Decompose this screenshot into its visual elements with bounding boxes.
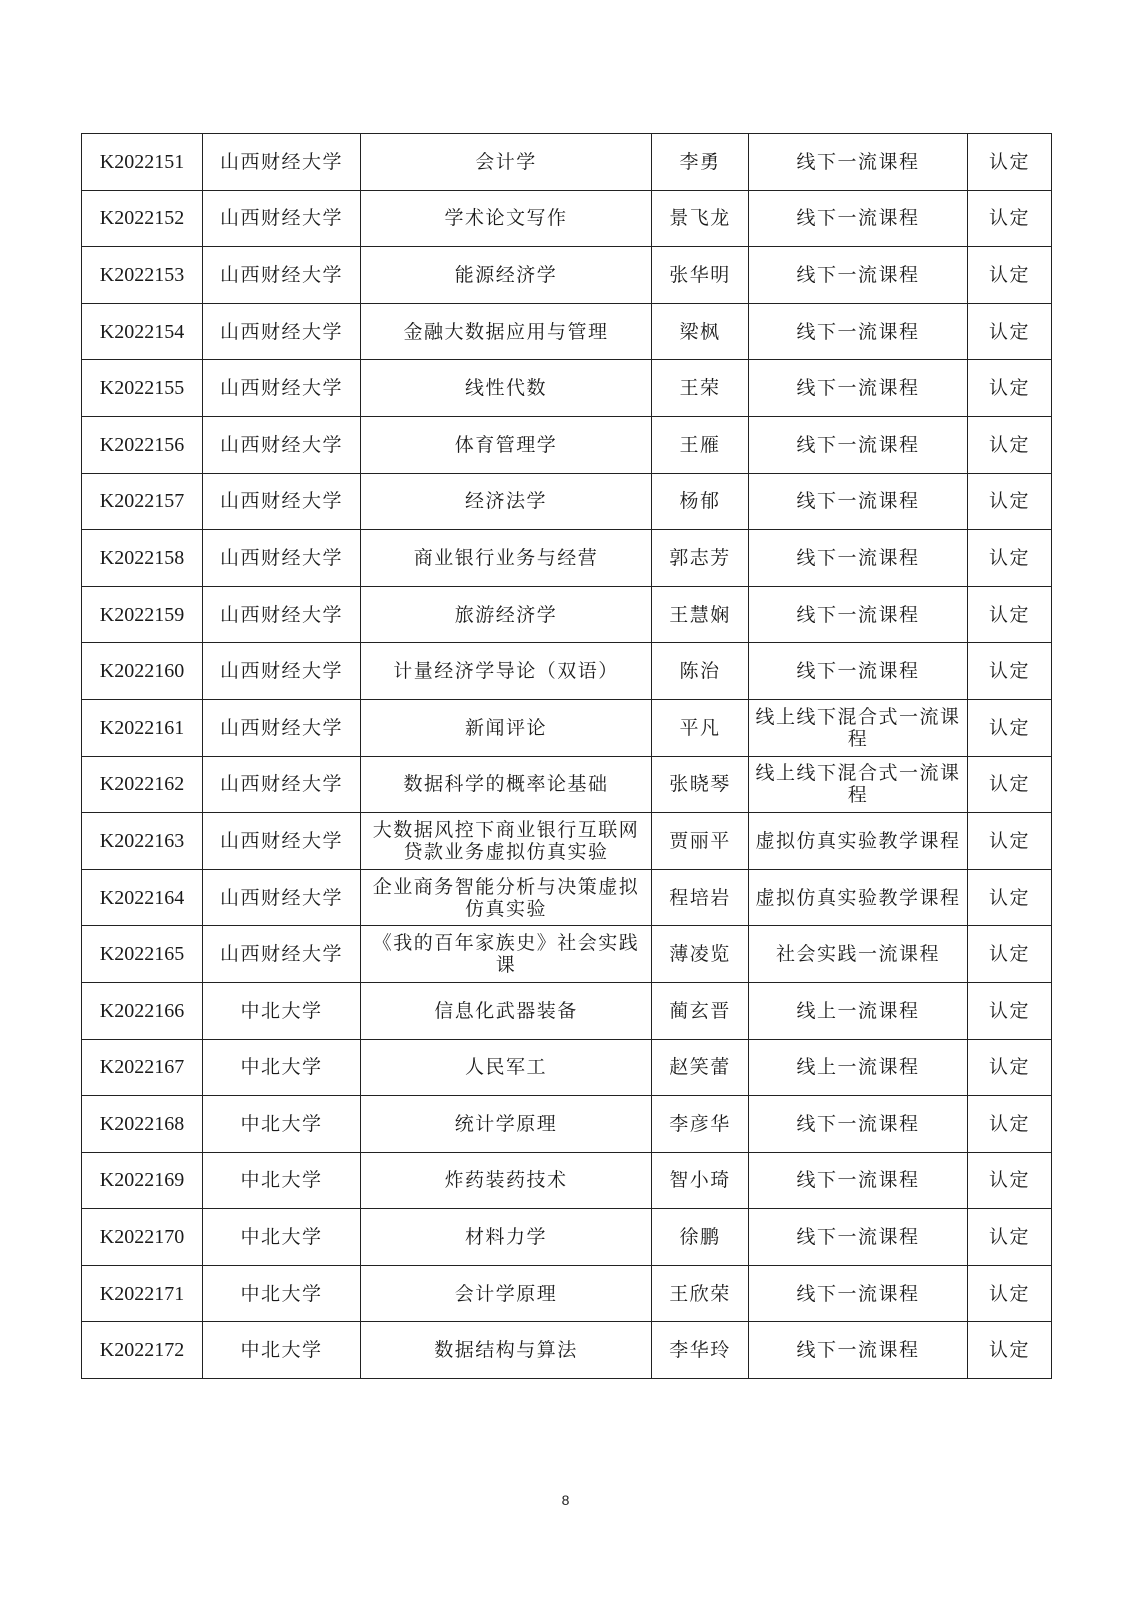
course-table [81, 133, 1052, 1379]
school-cell: 山西财经大学 [203, 813, 361, 870]
course-leader-cell: 薄凌览 [652, 926, 749, 983]
course-table-body [82, 134, 1052, 1379]
table-row [82, 1322, 1052, 1379]
course-code-cell: K2022154 [82, 303, 203, 360]
course-code-cell: K2022165 [82, 926, 203, 983]
school-cell: 山西财经大学 [203, 530, 361, 587]
table-row [82, 473, 1052, 530]
table-row [82, 643, 1052, 700]
course-leader-cell: 赵笑蕾 [652, 1039, 749, 1096]
course-code-cell: K2022159 [82, 586, 203, 643]
course-name-cell: 会计学 [361, 134, 652, 191]
course-code-cell: K2022156 [82, 416, 203, 473]
page-number: 8 [561, 1492, 570, 1508]
course-category-cell: 线上一流课程 [749, 1039, 968, 1096]
course-code-cell: K2022169 [82, 1152, 203, 1209]
school-cell: 山西财经大学 [203, 247, 361, 304]
result-cell: 认定 [968, 473, 1052, 530]
table-row [82, 869, 1052, 926]
course-leader-cell: 陈治 [652, 643, 749, 700]
course-code-cell: K2022162 [82, 756, 203, 813]
result-cell: 认定 [968, 360, 1052, 417]
course-category-cell: 线上线下混合式一流课程 [749, 699, 968, 756]
table-row [82, 360, 1052, 417]
school-cell: 中北大学 [203, 1039, 361, 1096]
course-name-cell: 数据结构与算法 [361, 1322, 652, 1379]
result-cell: 认定 [968, 416, 1052, 473]
course-name-cell: 金融大数据应用与管理 [361, 303, 652, 360]
course-code-cell: K2022170 [82, 1209, 203, 1266]
course-category-cell: 线下一流课程 [749, 190, 968, 247]
school-cell: 中北大学 [203, 1265, 361, 1322]
course-name-cell: 商业银行业务与经营 [361, 530, 652, 587]
course-category-cell: 社会实践一流课程 [749, 926, 968, 983]
result-cell: 认定 [968, 982, 1052, 1039]
school-cell: 中北大学 [203, 1152, 361, 1209]
school-cell: 中北大学 [203, 1096, 361, 1153]
course-leader-cell: 程培岩 [652, 869, 749, 926]
school-cell: 山西财经大学 [203, 134, 361, 191]
course-code-cell: K2022161 [82, 699, 203, 756]
result-cell: 认定 [968, 813, 1052, 870]
course-category-cell: 虚拟仿真实验教学课程 [749, 869, 968, 926]
course-code-cell: K2022153 [82, 247, 203, 304]
course-leader-cell: 张华明 [652, 247, 749, 304]
table-row [82, 813, 1052, 870]
result-cell: 认定 [968, 1096, 1052, 1153]
table-row [82, 303, 1052, 360]
result-cell: 认定 [968, 869, 1052, 926]
course-leader-cell: 王欣荣 [652, 1265, 749, 1322]
result-cell: 认定 [968, 247, 1052, 304]
school-cell: 山西财经大学 [203, 416, 361, 473]
course-leader-cell: 梁枫 [652, 303, 749, 360]
course-code-cell: K2022168 [82, 1096, 203, 1153]
table-row [82, 1265, 1052, 1322]
course-name-cell: 旅游经济学 [361, 586, 652, 643]
result-cell: 认定 [968, 1265, 1052, 1322]
result-cell: 认定 [968, 1039, 1052, 1096]
table-row [82, 190, 1052, 247]
course-name-cell: 学术论文写作 [361, 190, 652, 247]
table-row [82, 134, 1052, 191]
course-leader-cell: 贾丽平 [652, 813, 749, 870]
course-category-cell: 线下一流课程 [749, 586, 968, 643]
table-row [82, 247, 1052, 304]
course-code-cell: K2022152 [82, 190, 203, 247]
course-leader-cell: 景飞龙 [652, 190, 749, 247]
result-cell: 认定 [968, 530, 1052, 587]
course-code-cell: K2022158 [82, 530, 203, 587]
course-name-cell: 计量经济学导论（双语） [361, 643, 652, 700]
course-category-cell: 线上一流课程 [749, 982, 968, 1039]
school-cell: 山西财经大学 [203, 926, 361, 983]
course-leader-cell: 王荣 [652, 360, 749, 417]
school-cell: 山西财经大学 [203, 699, 361, 756]
course-name-cell: 人民军工 [361, 1039, 652, 1096]
course-category-cell: 线下一流课程 [749, 1209, 968, 1266]
course-name-cell: 会计学原理 [361, 1265, 652, 1322]
course-leader-cell: 李勇 [652, 134, 749, 191]
table-row [82, 1152, 1052, 1209]
course-name-cell: 信息化武器装备 [361, 982, 652, 1039]
school-cell: 中北大学 [203, 1209, 361, 1266]
course-leader-cell: 智小琦 [652, 1152, 749, 1209]
course-category-cell: 线下一流课程 [749, 530, 968, 587]
course-category-cell: 虚拟仿真实验教学课程 [749, 813, 968, 870]
table-row [82, 1039, 1052, 1096]
course-leader-cell: 李彦华 [652, 1096, 749, 1153]
course-code-cell: K2022172 [82, 1322, 203, 1379]
school-cell: 山西财经大学 [203, 586, 361, 643]
course-category-cell: 线下一流课程 [749, 416, 968, 473]
course-name-cell: 炸药装药技术 [361, 1152, 652, 1209]
course-name-cell: 统计学原理 [361, 1096, 652, 1153]
course-code-cell: K2022155 [82, 360, 203, 417]
table-row [82, 530, 1052, 587]
school-cell: 山西财经大学 [203, 869, 361, 926]
course-category-cell: 线下一流课程 [749, 134, 968, 191]
course-name-cell: 大数据风控下商业银行互联网贷款业务虚拟仿真实验 [361, 813, 652, 870]
result-cell: 认定 [968, 1209, 1052, 1266]
course-category-cell: 线下一流课程 [749, 360, 968, 417]
school-cell: 山西财经大学 [203, 643, 361, 700]
course-name-cell: 企业商务智能分析与决策虚拟仿真实验 [361, 869, 652, 926]
course-code-cell: K2022151 [82, 134, 203, 191]
school-cell: 山西财经大学 [203, 360, 361, 417]
course-leader-cell: 平凡 [652, 699, 749, 756]
course-code-cell: K2022157 [82, 473, 203, 530]
course-name-cell: 经济法学 [361, 473, 652, 530]
course-leader-cell: 张晓琴 [652, 756, 749, 813]
result-cell: 认定 [968, 190, 1052, 247]
course-leader-cell: 李华玲 [652, 1322, 749, 1379]
course-name-cell: 能源经济学 [361, 247, 652, 304]
table-row [82, 982, 1052, 1039]
course-name-cell: 材料力学 [361, 1209, 652, 1266]
course-code-cell: K2022166 [82, 982, 203, 1039]
course-category-cell: 线下一流课程 [749, 643, 968, 700]
course-code-cell: K2022163 [82, 813, 203, 870]
table-row [82, 586, 1052, 643]
course-leader-cell: 王雁 [652, 416, 749, 473]
course-name-cell: 线性代数 [361, 360, 652, 417]
course-category-cell: 线下一流课程 [749, 1322, 968, 1379]
school-cell: 山西财经大学 [203, 756, 361, 813]
course-category-cell: 线下一流课程 [749, 1152, 968, 1209]
course-category-cell: 线下一流课程 [749, 473, 968, 530]
table-row [82, 926, 1052, 983]
course-name-cell: 体育管理学 [361, 416, 652, 473]
table-row [82, 1096, 1052, 1153]
table-row [82, 756, 1052, 813]
result-cell: 认定 [968, 303, 1052, 360]
result-cell: 认定 [968, 1322, 1052, 1379]
course-category-cell: 线下一流课程 [749, 1265, 968, 1322]
course-name-cell: 新闻评论 [361, 699, 652, 756]
course-code-cell: K2022167 [82, 1039, 203, 1096]
course-leader-cell: 杨郁 [652, 473, 749, 530]
school-cell: 山西财经大学 [203, 190, 361, 247]
result-cell: 认定 [968, 1152, 1052, 1209]
result-cell: 认定 [968, 643, 1052, 700]
result-cell: 认定 [968, 586, 1052, 643]
course-category-cell: 线下一流课程 [749, 247, 968, 304]
school-cell: 山西财经大学 [203, 303, 361, 360]
course-leader-cell: 徐鹏 [652, 1209, 749, 1266]
school-cell: 中北大学 [203, 1322, 361, 1379]
course-category-cell: 线下一流课程 [749, 1096, 968, 1153]
course-leader-cell: 蔺玄晋 [652, 982, 749, 1039]
course-leader-cell: 郭志芳 [652, 530, 749, 587]
course-name-cell: 数据科学的概率论基础 [361, 756, 652, 813]
course-category-cell: 线下一流课程 [749, 303, 968, 360]
school-cell: 中北大学 [203, 982, 361, 1039]
course-code-cell: K2022171 [82, 1265, 203, 1322]
course-code-cell: K2022160 [82, 643, 203, 700]
table-row [82, 699, 1052, 756]
course-name-cell: 《我的百年家族史》社会实践课 [361, 926, 652, 983]
result-cell: 认定 [968, 699, 1052, 756]
result-cell: 认定 [968, 134, 1052, 191]
course-category-cell: 线上线下混合式一流课程 [749, 756, 968, 813]
result-cell: 认定 [968, 756, 1052, 813]
table-row [82, 1209, 1052, 1266]
result-cell: 认定 [968, 926, 1052, 983]
school-cell: 山西财经大学 [203, 473, 361, 530]
course-code-cell: K2022164 [82, 869, 203, 926]
table-row [82, 416, 1052, 473]
course-leader-cell: 王慧娴 [652, 586, 749, 643]
